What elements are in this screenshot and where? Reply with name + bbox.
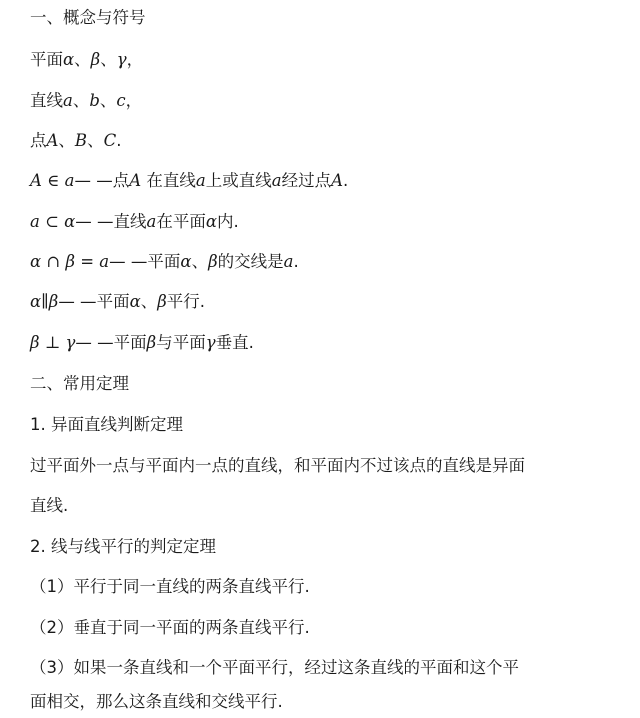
- r3-v1: α: [180, 252, 192, 271]
- plane-prefix: 平面: [30, 50, 63, 69]
- plane-beta: β: [90, 50, 101, 69]
- lines-sep2: 、: [99, 91, 117, 110]
- r1-t1: 点: [112, 171, 130, 190]
- r3-t3: 的交线是: [217, 252, 284, 271]
- r4-t3: 平行.: [166, 292, 206, 311]
- points-sep1: 、: [58, 131, 75, 150]
- r5-t1: 平面: [113, 333, 147, 352]
- points-sep2: 、: [87, 131, 104, 150]
- r5-t3: 垂直.: [215, 333, 254, 352]
- line-b: b: [89, 91, 100, 110]
- r3-v3: a: [283, 252, 294, 271]
- r2-v1: a: [146, 212, 157, 231]
- r3-t1: 平面: [147, 252, 181, 271]
- theorem2-item3-line2: 面相交，那么这条直线和交线平行.: [30, 692, 283, 711]
- theorem2-item1: （1）平行于同一直线的两条直线平行.: [30, 577, 310, 596]
- r1-v2: a: [195, 171, 206, 190]
- r5-symbol: β ⊥ γ: [30, 333, 76, 352]
- theorem2-item2: （2）垂直于同一平面的两条直线平行.: [30, 618, 310, 637]
- r3-t2: 、: [191, 252, 209, 271]
- r1-t3: 上或直线: [205, 171, 272, 190]
- r1-end: .: [343, 171, 349, 190]
- plane-sep1: 、: [74, 50, 91, 69]
- points-prefix: 点: [30, 131, 47, 150]
- line-c: c: [116, 91, 126, 110]
- r2-v2: α: [205, 212, 218, 231]
- lines-sep1: 、: [72, 91, 90, 110]
- section2-heading: 二、常用定理: [30, 374, 129, 393]
- r4-symbol: α∥β: [30, 292, 59, 311]
- r4-t2: 、: [140, 292, 158, 311]
- r1-symbol: A ∈ a: [30, 171, 75, 190]
- relation-planes-perpendicular: [30, 331, 630, 355]
- theorem2-heading: 2. 线与线平行的判定定理: [30, 537, 216, 556]
- r5-v2: γ: [205, 333, 216, 352]
- r1-t2: 在直线: [141, 171, 196, 190]
- point-C: C: [103, 131, 117, 150]
- theorem1-heading: 1. 异面直线判断定理: [30, 415, 183, 434]
- theorem2-item3-line1: （3）如果一条直线和一个平面平行，经过这条直线的平面和这个平: [30, 658, 519, 677]
- lines-end: ，: [125, 91, 143, 110]
- r1-v4: A: [331, 171, 343, 190]
- r4-v2: β: [157, 292, 167, 311]
- relation-planes-parallel: [30, 290, 630, 314]
- r2-t2: 在平面: [156, 212, 206, 231]
- r3-dash: — —: [109, 252, 148, 271]
- r1-v1: A: [129, 171, 142, 190]
- plane-notation-line: [30, 48, 630, 72]
- section1-heading: 一、概念与符号: [30, 8, 146, 27]
- relation-plane-intersection: [30, 250, 630, 274]
- theorem1-text-line2: 直线.: [30, 496, 69, 515]
- r5-t2: 与平面: [156, 333, 206, 352]
- r1-v3: a: [271, 171, 282, 190]
- point-B: B: [74, 131, 88, 150]
- relation-point-on-line: [30, 169, 630, 193]
- lines-prefix: 直线: [30, 91, 63, 110]
- r3-end: .: [293, 252, 299, 271]
- point-A: A: [46, 131, 59, 150]
- plane-end: ，: [126, 50, 144, 69]
- r2-symbol: a ⊂ α: [30, 212, 76, 231]
- points-end: .: [116, 131, 122, 150]
- r5-v1: β: [146, 333, 157, 352]
- point-notation-line: [30, 129, 630, 153]
- line-notation-line: [30, 89, 630, 113]
- r4-t1: 平面: [96, 292, 130, 311]
- plane-alpha: α: [63, 50, 75, 69]
- line-a: a: [63, 91, 73, 110]
- r5-dash: — —: [75, 333, 114, 352]
- r2-dash: — —: [75, 212, 114, 231]
- r4-dash: — —: [58, 292, 97, 311]
- r4-v1: α: [129, 292, 141, 311]
- plane-gamma: γ: [116, 50, 127, 69]
- r3-symbol: α ∩ β = a: [30, 252, 110, 271]
- relation-line-in-plane: [30, 210, 630, 234]
- r1-dash: — —: [74, 171, 113, 190]
- r2-t3: 内.: [217, 212, 239, 231]
- r2-t1: 直线: [113, 212, 147, 231]
- r3-v2: β: [208, 252, 218, 271]
- r1-t4: 经过点: [281, 171, 332, 190]
- theorem1-text-line1: 过平面外一点与平面内一点的直线，和平面内不过该点的直线是异面: [30, 456, 525, 475]
- plane-sep2: 、: [100, 50, 117, 69]
